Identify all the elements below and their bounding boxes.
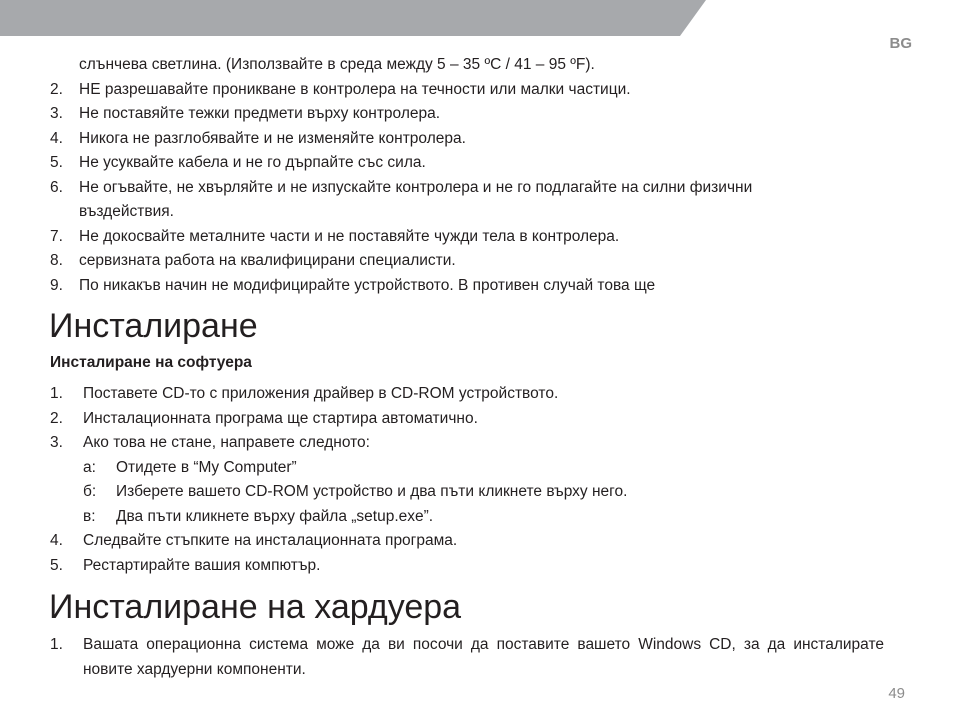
sub-list-item: в: Два пъти кликнете върху файла „setup.exe”. — [83, 507, 434, 525]
list-item: 4. Следвайте стъпките на инсталационната програма. — [50, 532, 458, 549]
list-item: 3. Ако това не стане, направете следното: — [50, 434, 370, 451]
page-number: 49 — [888, 685, 905, 702]
list-item: 5. Не усуквайте кабела и не го дърпайте със сила. — [50, 154, 426, 171]
section-title-installation: Инсталиране — [49, 307, 258, 345]
list-item: 6. Не огъвайте, не хвърляйте и не изпускайте контролера и не го подлагайте на силни физични — [50, 178, 753, 196]
list-item: 4. Никога не разглобявайте и не изменяйте контролера. — [50, 129, 466, 147]
list-item: 7. Не докосвайте металните части и не поставяйте чужди тела в контролера. — [50, 227, 620, 245]
sub-list-item: б: Изберете вашето CD-ROM устройство и два пъти кликнете върху него. — [83, 483, 628, 500]
list-item-continuation: въздействия. — [79, 203, 174, 220]
list-item: 9. По никакъв начин не модифицирайте устройството. В противен случай това ще — [50, 276, 656, 294]
subsection-title-software: Инсталиране на софтуера — [50, 354, 252, 371]
software-install-list — [50, 382, 884, 578]
list-item-continuation: слънчева светлина. (Използвайте в среда между 5 – 35 ºC / 41 – 95 ºF). — [79, 56, 595, 73]
section-title-hardware: Инсталиране на хардуера — [49, 588, 462, 626]
sub-list-item: а: Отидете в “My Computer” — [83, 458, 297, 476]
list-item: 2. Инсталационната програма ще стартира автоматично. — [50, 409, 478, 427]
hardware-install-list — [50, 633, 884, 682]
list-item: 1. Вашата операционна система може да ви посочи да поставите вашето Windows CD, за да инсталирате новите хардуерни компоненти. — [50, 636, 884, 678]
list-item: 2. НЕ разрешавайте проникване в контролера на течности или малки частици. — [50, 80, 631, 98]
list-item: 5. Рестартирайте вашия компютър. — [50, 556, 321, 574]
language-badge: BG — [889, 35, 912, 52]
safety-list — [50, 53, 884, 298]
top-bar-decoration — [0, 0, 954, 36]
list-item: 8. сервизната работа на квалифицирани специалисти. — [50, 252, 456, 269]
list-item: 1. Поставете CD-то с приложения драйвер в CD-ROM устройството. — [50, 385, 559, 402]
list-item: 3. Не поставяйте тежки предмети върху контролера. — [50, 105, 441, 122]
